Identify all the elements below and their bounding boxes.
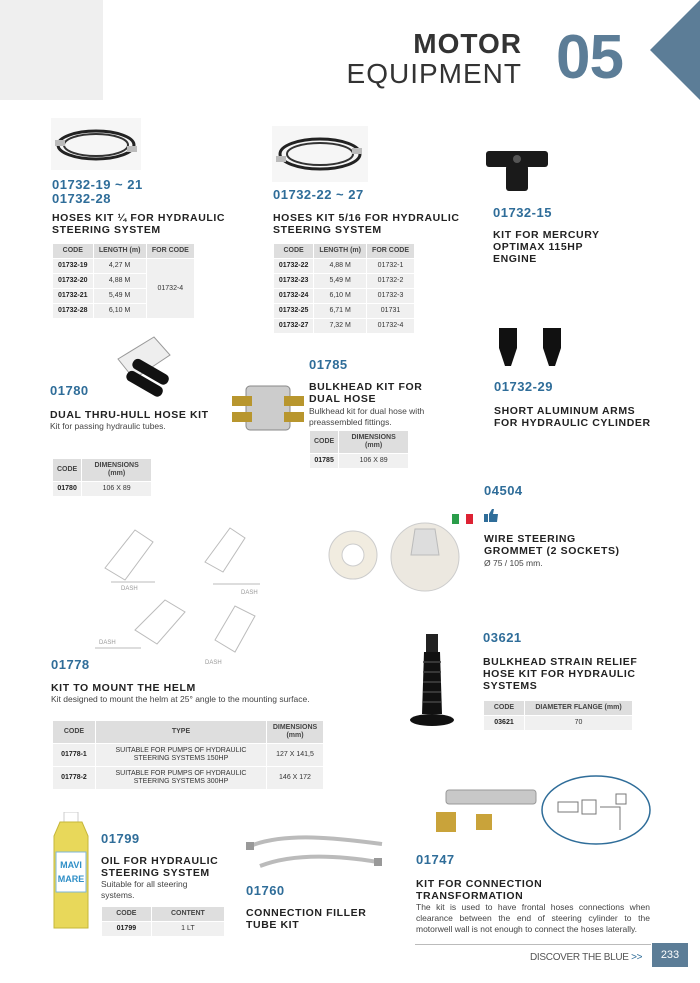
product-code: 01747: [416, 852, 455, 867]
table-row: [53, 767, 323, 789]
header-chevron-icon: [648, 0, 700, 100]
cell-length: 4,27 M: [94, 259, 146, 273]
dash-label: DASH: [121, 586, 138, 592]
helm-mount-diagram: [95, 520, 295, 670]
product-code: 01732-22 ~ 27: [273, 187, 364, 202]
table-header: CONTENT: [152, 907, 224, 921]
table-row: [274, 274, 414, 288]
product-title: BULKHEAD STRAIN RELIEF HOSE KIT FOR HYDRAULIC SYSTEMS: [483, 656, 638, 692]
footer-tagline: [530, 952, 642, 963]
hose-coil-image: [272, 126, 368, 182]
table-header: CODE: [484, 701, 524, 715]
table-header: DIMENSIONS (mm): [267, 721, 323, 743]
table-header: DIMENSIONS (mm): [82, 459, 151, 481]
table-row: [274, 304, 414, 318]
strain-relief-image: [408, 634, 464, 734]
section-number: 05: [556, 23, 623, 92]
table-row: [53, 482, 151, 496]
mercury-kit-image: [484, 145, 550, 195]
table-header: DIMENSIONS (mm): [339, 431, 408, 453]
footer-text: DISCOVER THE BLUE: [530, 952, 629, 963]
cell-code: 01785: [310, 454, 338, 468]
cell-code: 01732-21: [53, 289, 93, 303]
product-title: KIT TO MOUNT THE HELM: [51, 682, 196, 694]
cell-type: SUITABLE FOR PUMPS OF HYDRAULIC STEERING SYSTEMS 150HP: [96, 744, 266, 766]
spec-table: [52, 243, 195, 319]
product-code: 04504: [484, 483, 523, 498]
table-row: [484, 716, 632, 730]
product-title: HOSES KIT ¼ FOR HYDRAULIC STEERING SYSTEM: [52, 212, 226, 236]
product-description: Suitable for all steering systems.: [101, 879, 188, 900]
table-row: [310, 454, 408, 468]
product-title: SHORT ALUMINUM ARMS FOR HYDRAULIC CYLINDER: [494, 405, 651, 429]
product-code: 01785: [309, 357, 348, 372]
spec-table: [483, 700, 633, 731]
table-header: CODE: [53, 459, 81, 481]
connection-fitting-image: [436, 782, 546, 838]
header-title-light: EQUIPMENT: [346, 58, 522, 89]
product-title: WIRE STEERING GROMMET (2 SOCKETS): [484, 533, 620, 557]
table-header: FOR CODE: [147, 244, 194, 258]
table-header: LENGTH (m): [94, 244, 146, 258]
bottle-label: MARE: [57, 874, 85, 884]
product-title: DUAL THRU-HULL HOSE KIT: [50, 409, 209, 421]
table-header: TYPE: [96, 721, 266, 743]
cell-for-code: 01732-2: [367, 274, 414, 288]
table-header: DIAMETER FLANGE (mm): [525, 701, 632, 715]
cell-code: 01778-1: [53, 744, 95, 766]
footer-divider: [415, 944, 651, 945]
product-code: 01778: [51, 657, 90, 672]
product-description: Kit designed to mount the helm at 25° angle to the mounting surface.: [51, 694, 310, 704]
grommet-image: [325, 515, 475, 595]
product-code: 01799: [101, 831, 140, 846]
filler-tube-image: [246, 832, 386, 878]
cell-length: 5,49 M: [94, 289, 146, 303]
table-header: LENGTH (m): [314, 244, 366, 258]
cell-for-code: 01732-3: [367, 289, 414, 303]
product-title: BULKHEAD KIT FOR DUAL HOSE: [309, 381, 423, 405]
cell-content: 1 LT: [152, 922, 224, 936]
cell-for-code: 01732-1: [367, 259, 414, 273]
cell-code: 01732-27: [274, 319, 313, 333]
cell-length: 7,32 M: [314, 319, 366, 333]
product-description: The kit is used to have frontal hoses connections when clearance between the end of steering cylinder to the motorwell wall is not enough to connect the hoses laterally.: [416, 902, 650, 934]
oil-bottle-image: [46, 812, 96, 932]
header-corner-block: [0, 0, 103, 100]
spec-table: [52, 720, 324, 790]
cell-length: 5,49 M: [314, 274, 366, 288]
table-row: [274, 259, 414, 273]
cell-code: 01732-19: [53, 259, 93, 273]
cell-dimensions: 127 X 141,5: [267, 744, 323, 766]
product-description: Bulkhead kit for dual hose with preassembled fittings.: [309, 406, 425, 427]
table-header: CODE: [53, 721, 95, 743]
cell-length: 6,71 M: [314, 304, 366, 318]
dash-label: DASH: [205, 660, 222, 666]
cell-length: 6,10 M: [314, 289, 366, 303]
product-code: 01732-15: [493, 205, 552, 220]
italian-flag-icon: [452, 514, 474, 524]
cell-length: 4,88 M: [314, 259, 366, 273]
cell-code: 03621: [484, 716, 524, 730]
spec-table: [309, 430, 409, 469]
page-number: 233: [652, 943, 688, 967]
table-row: [53, 744, 323, 766]
table-row: [274, 319, 414, 333]
product-title: CONNECTION FILLER TUBE KIT: [246, 907, 367, 931]
footer-arrows-icon: >>: [631, 952, 643, 963]
cell-length: 6,10 M: [94, 304, 146, 318]
cell-code: 01732-24: [274, 289, 313, 303]
cell-dimensions: 70: [525, 716, 632, 730]
product-title: OIL FOR HYDRAULIC STEERING SYSTEM: [101, 855, 219, 879]
aluminum-arms-image: [493, 322, 573, 370]
cell-code: 01732-28: [53, 304, 93, 318]
spec-table: [52, 458, 152, 497]
product-code: 01732-29: [494, 379, 553, 394]
cell-code: 01732-20: [53, 274, 93, 288]
cell-code: 01732-22: [274, 259, 313, 273]
hose-coil-image: [51, 118, 141, 170]
spec-table: [101, 906, 225, 937]
cell-for-code: 01732-4: [147, 259, 194, 318]
product-description: Ø 75 / 105 mm.: [484, 558, 543, 568]
cell-code: 01732-23: [274, 274, 313, 288]
cell-type: SUITABLE FOR PUMPS OF HYDRAULIC STEERING SYSTEMS 300HP: [96, 767, 266, 789]
thumbs-up-icon: [484, 508, 498, 522]
product-code: 01732-19 ~ 21: [52, 177, 143, 192]
cell-dimensions: 146 X 172: [267, 767, 323, 789]
thru-hull-kit-image: [110, 335, 182, 397]
product-code: 01760: [246, 883, 285, 898]
cell-dimensions: 106 X 89: [82, 482, 151, 496]
cell-dimensions: 106 X 89: [339, 454, 408, 468]
cell-code: 01799: [102, 922, 151, 936]
product-title: KIT FOR CONNECTION TRANSFORMATION: [416, 878, 543, 902]
product-code-2: 01732-28: [52, 191, 111, 206]
cell-for-code: 01732-4: [367, 319, 414, 333]
table-header: CODE: [310, 431, 338, 453]
table-row: [274, 289, 414, 303]
cell-code: 01732-25: [274, 304, 313, 318]
table-row: [53, 259, 194, 273]
cell-code: 01778-2: [53, 767, 95, 789]
cell-code: 01780: [53, 482, 81, 496]
bulkhead-kit-image: [232, 372, 304, 442]
product-title: HOSES KIT 5/16 FOR HYDRAULIC STEERING SYSTEM: [273, 212, 460, 236]
bottle-label: MAVI: [60, 860, 82, 870]
product-code: 01780: [50, 383, 89, 398]
header-title-bold: MOTOR: [413, 28, 522, 59]
table-header: CODE: [102, 907, 151, 921]
product-description: Kit for passing hydraulic tubes.: [50, 421, 166, 431]
table-header: CODE: [274, 244, 313, 258]
dash-label: DASH: [99, 640, 116, 646]
table-header: CODE: [53, 244, 93, 258]
connection-diagram-icon: [540, 774, 652, 846]
cell-length: 4,88 M: [94, 274, 146, 288]
table-row: [102, 922, 224, 936]
product-title: KIT FOR MERCURY OPTIMAX 115HP ENGINE: [493, 229, 600, 265]
product-code: 03621: [483, 630, 522, 645]
dash-label: DASH: [241, 590, 258, 596]
table-header: FOR CODE: [367, 244, 414, 258]
spec-table: [273, 243, 415, 334]
cell-for-code: 01731: [367, 304, 414, 318]
